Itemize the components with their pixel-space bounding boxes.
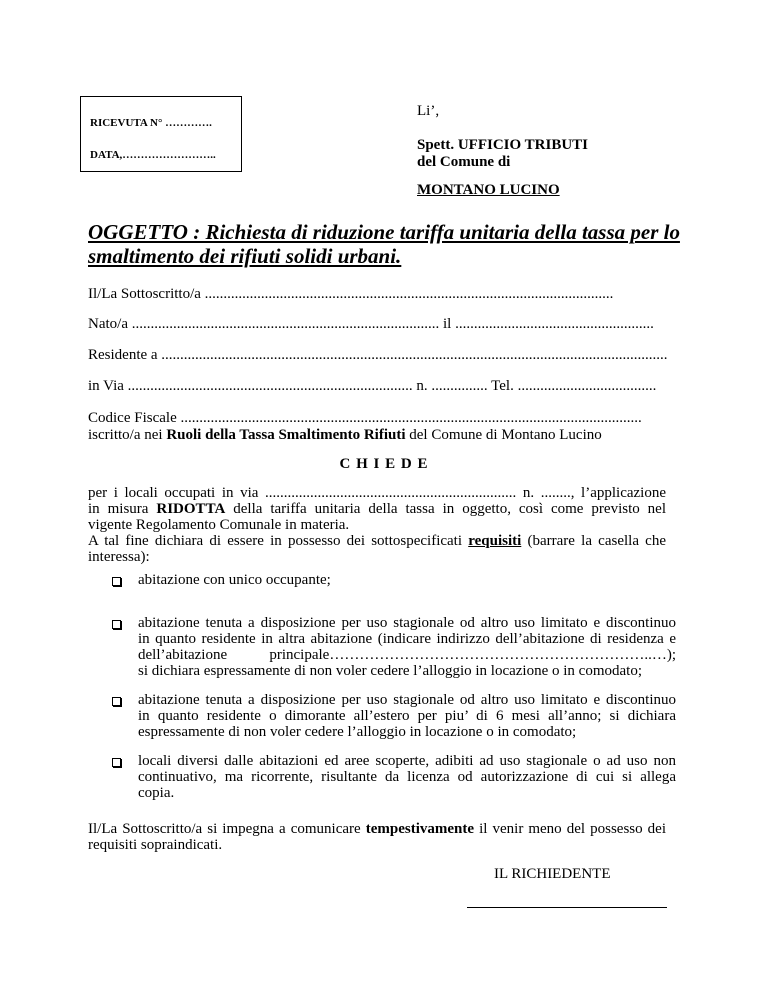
option-3-line: espressamente di non voler cedere l’alloggio in locazione o in comodato; xyxy=(138,724,577,740)
municipality: MONTANO LUCINO xyxy=(417,182,560,198)
request-heading: C H I E D E xyxy=(339,456,429,472)
field-born: Nato/a .................................................................................. il ..................................................... xyxy=(88,316,654,332)
field-registered xyxy=(88,427,602,443)
body-line2-bold: RIDOTTA xyxy=(156,501,226,517)
place-date: Li’, xyxy=(417,103,440,119)
body-line1: per i locali occupati in via ................................................................... n. ........, l’applicazione xyxy=(88,485,666,501)
option-3-line: in quanto residente o dimorante all’estero per piu’ di 6 mesi all’anno; si dichiara xyxy=(138,708,676,724)
option-2-line: si dichiara espressamente di non voler cedere l’alloggio in locazione o in comodato; xyxy=(138,663,642,679)
field-undersigned: Il/La Sottoscritto/a ............................................................................................................. xyxy=(88,286,614,302)
receipt-date: DATA,…………………….. xyxy=(90,149,216,161)
field-resident: Residente a ....................................................................................................................................... xyxy=(88,347,668,363)
option-3-line: abitazione tenuta a disposizione per uso stagionale od altro uso limitato e discontinuo xyxy=(138,692,676,708)
option-checkbox-4[interactable] xyxy=(112,758,121,767)
option-4-line: copia. xyxy=(138,785,175,801)
closing-pre: Il/La Sottoscritto/a si impegna a comunicare xyxy=(88,821,366,837)
body-line5: interessa): xyxy=(88,549,150,565)
body-line4-pre: A tal fine dichiara di essere in possesso dei sottospecificati xyxy=(88,533,469,549)
option-1-line: abitazione con unico occupante; xyxy=(138,572,331,588)
field-street: in Via ............................................................................ n. ............... Tel. ..................................... xyxy=(88,378,657,394)
option-4-line: locali diversi dalle abitazioni ed aree scoperte, adibiti ad uso stagionale o ad uso non xyxy=(138,753,676,769)
closing-bold: tempestivamente xyxy=(365,821,475,837)
signature-label: IL RICHIEDENTE xyxy=(494,866,611,882)
requisites-term: requisiti xyxy=(468,533,522,549)
body-line3: vigente Regolamento Comunale in materia. xyxy=(88,517,350,533)
body-line2-post: della tariffa unitaria della tassa in oggetto, così come previsto nel xyxy=(225,501,667,517)
option-4-line: continuativo, ma ricorrente, risultante da licenza od autorizzazione di cui si allega xyxy=(138,769,676,785)
option-text-3 xyxy=(138,692,676,740)
option-2-line: in quanto residente in altra abitazione (indicare indirizzo dell’abitazione di residenza e xyxy=(138,631,676,647)
option-checkbox-1[interactable] xyxy=(112,577,121,586)
addressee-line2: del Comune di xyxy=(417,154,511,170)
receipt-box xyxy=(80,96,242,172)
body-line2 xyxy=(88,501,666,517)
signature-line[interactable] xyxy=(467,907,667,908)
closing-line2: requisiti sopraindicati. xyxy=(88,837,223,853)
addressee-line1: Spett. UFFICIO TRIBUTI xyxy=(417,137,588,153)
option-checkbox-3[interactable] xyxy=(112,697,121,706)
body-line4-post: (barrare la casella che xyxy=(521,533,666,549)
closing-post: il venir meno del possesso dei xyxy=(474,821,667,837)
registered-bold: Ruoli della Tassa Smaltimento Rifiuti xyxy=(166,427,406,443)
registered-pre: iscritto/a nei xyxy=(88,427,167,443)
field-tax-code: Codice Fiscale ........................................................................................................................... xyxy=(88,410,642,426)
body-line4 xyxy=(88,533,666,549)
body-line2-pre: in misura xyxy=(88,501,157,517)
subject-line2: smaltimento dei rifiuti solidi urbani. xyxy=(88,244,402,268)
option-text-2 xyxy=(138,615,676,679)
option-text-4 xyxy=(138,753,676,801)
subject-title xyxy=(88,220,680,268)
option-2-line: abitazione tenuta a disposizione per uso stagionale od altro uso limitato e discontinuo xyxy=(138,615,676,631)
option-checkbox-2[interactable] xyxy=(112,620,121,629)
closing-line1 xyxy=(88,821,666,837)
option-2-line: dell’abitazione principale………………………………………………………..…); xyxy=(138,647,676,663)
option-text-1 xyxy=(138,572,676,588)
subject-line1: OGGETTO : Richiesta di riduzione tariffa unitaria della tassa per lo xyxy=(88,220,680,244)
registered-post: del Comune di Montano Lucino xyxy=(405,427,602,443)
receipt-number: RICEVUTA N° …………. xyxy=(90,117,212,129)
